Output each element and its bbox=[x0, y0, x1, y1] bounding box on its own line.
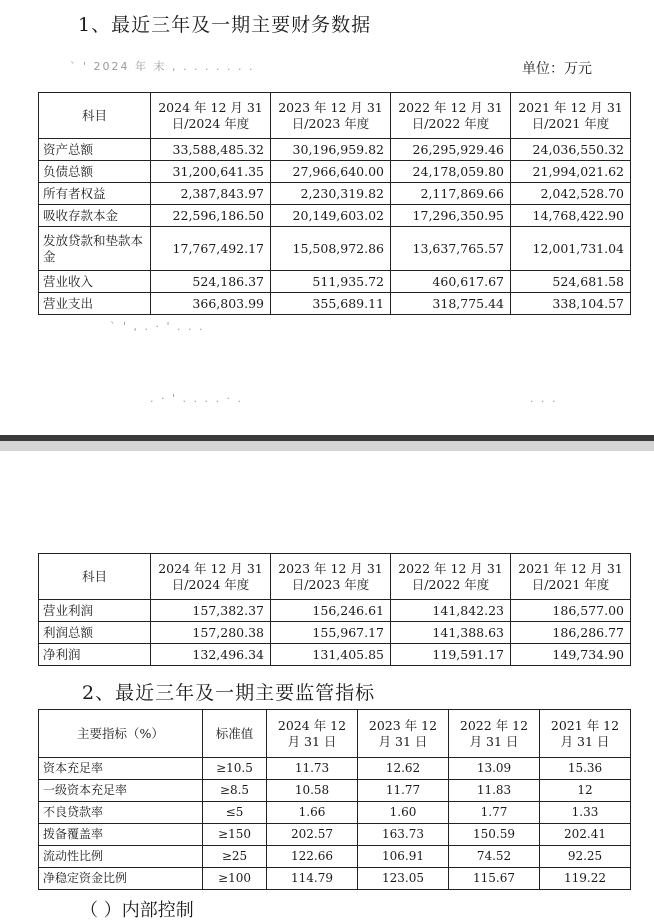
cell: 30,196,959.82 bbox=[271, 139, 391, 161]
faded-text: ` ' 2024 年 末 , . . . . . . . bbox=[70, 60, 255, 73]
table-row bbox=[39, 205, 631, 227]
table-row bbox=[39, 293, 631, 315]
cell: 27,966,640.00 bbox=[271, 161, 391, 183]
cell: 17,767,492.17 bbox=[151, 227, 271, 271]
row-label: 净稳定资金比例 bbox=[39, 868, 203, 890]
cell: 13,637,765.57 bbox=[391, 227, 511, 271]
standard-value: ≤5 bbox=[203, 802, 267, 824]
row-label: 吸收存款本金 bbox=[39, 205, 151, 227]
standard-value: ≥100 bbox=[203, 868, 267, 890]
cell: 33,588,485.32 bbox=[151, 139, 271, 161]
next-section-title-partial: （ ）内部控制 bbox=[80, 900, 194, 921]
table-row bbox=[39, 271, 631, 293]
cell: 106.91 bbox=[358, 846, 449, 868]
table-row bbox=[39, 758, 631, 780]
cell: 14,768,422.90 bbox=[511, 205, 631, 227]
section1-title: 1、最近三年及一期主要财务数据 bbox=[78, 14, 372, 36]
financial-data-table-continued bbox=[38, 553, 631, 666]
table-row bbox=[39, 227, 631, 271]
standard-value: ≥8.5 bbox=[203, 780, 267, 802]
table-row bbox=[39, 161, 631, 183]
table-row bbox=[39, 644, 631, 666]
table-header-row bbox=[39, 710, 631, 758]
cell: 1.66 bbox=[267, 802, 358, 824]
row-label: 资产总额 bbox=[39, 139, 151, 161]
standard-value: ≥10.5 bbox=[203, 758, 267, 780]
cell: 202.41 bbox=[540, 824, 631, 846]
cell: 156,246.61 bbox=[271, 600, 391, 622]
header-2024: 2024 年 12 月 31 日/2024 年度 bbox=[151, 554, 271, 600]
header-2022: 2022 年 12 月 31 日/2022 年度 bbox=[391, 93, 511, 139]
cell: 149,734.90 bbox=[511, 644, 631, 666]
cell: 338,104.57 bbox=[511, 293, 631, 315]
cell: 157,280.38 bbox=[151, 622, 271, 644]
cell: 2,117,869.66 bbox=[391, 183, 511, 205]
row-label: 不良贷款率 bbox=[39, 802, 203, 824]
cell: 11.77 bbox=[358, 780, 449, 802]
row-label: 营业支出 bbox=[39, 293, 151, 315]
cell: 318,775.44 bbox=[391, 293, 511, 315]
cell: 150.59 bbox=[449, 824, 540, 846]
row-label: 资本充足率 bbox=[39, 758, 203, 780]
faded-text: . · ' . . . . · . bbox=[150, 392, 243, 405]
cell: 123.05 bbox=[358, 868, 449, 890]
table-row bbox=[39, 183, 631, 205]
row-label: 一级资本充足率 bbox=[39, 780, 203, 802]
cell: 15,508,972.86 bbox=[271, 227, 391, 271]
row-label: 所有者权益 bbox=[39, 183, 151, 205]
cell: 24,178,059.80 bbox=[391, 161, 511, 183]
row-label: 流动性比例 bbox=[39, 846, 203, 868]
standard-value: ≥25 bbox=[203, 846, 267, 868]
cell: 186,577.00 bbox=[511, 600, 631, 622]
header-2022: 2022 年 12 月 31 日/2022 年度 bbox=[391, 554, 511, 600]
cell: 15.36 bbox=[540, 758, 631, 780]
cell: 12 bbox=[540, 780, 631, 802]
table-row bbox=[39, 600, 631, 622]
cell: 157,382.37 bbox=[151, 600, 271, 622]
cell: 132,496.34 bbox=[151, 644, 271, 666]
faded-text: ` ' , . · ' . . . bbox=[110, 320, 205, 333]
header-subject: 科目 bbox=[39, 554, 151, 600]
cell: 31,200,641.35 bbox=[151, 161, 271, 183]
header-2023: 2023 年 12 月 31 日 bbox=[358, 710, 449, 758]
cell: 460,617.67 bbox=[391, 271, 511, 293]
unit-label: 单位：万元 bbox=[522, 61, 592, 77]
cell: 119,591.17 bbox=[391, 644, 511, 666]
table-row bbox=[39, 139, 631, 161]
row-label: 负债总额 bbox=[39, 161, 151, 183]
page-break-shadow bbox=[0, 441, 654, 451]
header-2024: 2024 年 12 月 31 日 bbox=[267, 710, 358, 758]
cell: 10.58 bbox=[267, 780, 358, 802]
cell: 12.62 bbox=[358, 758, 449, 780]
cell: 74.52 bbox=[449, 846, 540, 868]
table-row bbox=[39, 802, 631, 824]
cell: 17,296,350.95 bbox=[391, 205, 511, 227]
header-indicator: 主要指标（%） bbox=[39, 710, 203, 758]
cell: 141,842.23 bbox=[391, 600, 511, 622]
cell: 122.66 bbox=[267, 846, 358, 868]
cell: 2,042,528.70 bbox=[511, 183, 631, 205]
table-row bbox=[39, 868, 631, 890]
row-label: 净利润 bbox=[39, 644, 151, 666]
cell: 355,689.11 bbox=[271, 293, 391, 315]
header-2021: 2021 年 12 月 31 日/2021 年度 bbox=[511, 93, 631, 139]
cell: 2,230,319.82 bbox=[271, 183, 391, 205]
cell: 26,295,929.46 bbox=[391, 139, 511, 161]
row-label: 营业收入 bbox=[39, 271, 151, 293]
cell: 1.77 bbox=[449, 802, 540, 824]
table-row bbox=[39, 824, 631, 846]
header-2024: 2024 年 12 月 31 日/2024 年度 bbox=[151, 93, 271, 139]
row-label: 发放贷款和垫款本金 bbox=[39, 227, 151, 271]
cell: 24,036,550.32 bbox=[511, 139, 631, 161]
cell: 131,405.85 bbox=[271, 644, 391, 666]
row-label: 利润总额 bbox=[39, 622, 151, 644]
cell: 11.73 bbox=[267, 758, 358, 780]
table-row bbox=[39, 780, 631, 802]
regulatory-indicators-table bbox=[38, 709, 631, 890]
cell: 163.73 bbox=[358, 824, 449, 846]
header-2021: 2021 年 12 月 31 日 bbox=[540, 710, 631, 758]
header-subject: 科目 bbox=[39, 93, 151, 139]
header-standard: 标准值 bbox=[203, 710, 267, 758]
cell: 141,388.63 bbox=[391, 622, 511, 644]
cell: 12,001,731.04 bbox=[511, 227, 631, 271]
financial-data-table bbox=[38, 92, 631, 315]
row-label: 拨备覆盖率 bbox=[39, 824, 203, 846]
cell: 155,967.17 bbox=[271, 622, 391, 644]
cell: 524,186.37 bbox=[151, 271, 271, 293]
cell: 119.22 bbox=[540, 868, 631, 890]
cell: 1.33 bbox=[540, 802, 631, 824]
cell: 1.60 bbox=[358, 802, 449, 824]
cell: 92.25 bbox=[540, 846, 631, 868]
cell: 20,149,603.02 bbox=[271, 205, 391, 227]
cell: 2,387,843.97 bbox=[151, 183, 271, 205]
cell: 524,681.58 bbox=[511, 271, 631, 293]
table-header-row bbox=[39, 93, 631, 139]
cell: 202.57 bbox=[267, 824, 358, 846]
cell: 115.67 bbox=[449, 868, 540, 890]
section2-title: 2、最近三年及一期主要监管指标 bbox=[82, 682, 376, 704]
header-2022: 2022 年 12 月 31 日 bbox=[449, 710, 540, 758]
cell: 186,286.77 bbox=[511, 622, 631, 644]
cell: 114.79 bbox=[267, 868, 358, 890]
cell: 11.83 bbox=[449, 780, 540, 802]
faded-text: . . . bbox=[530, 392, 558, 405]
header-2023: 2023 年 12 月 31 日/2023 年度 bbox=[271, 93, 391, 139]
row-label: 营业利润 bbox=[39, 600, 151, 622]
header-2021: 2021 年 12 月 31 日/2021 年度 bbox=[511, 554, 631, 600]
cell: 511,935.72 bbox=[271, 271, 391, 293]
table-header-row bbox=[39, 554, 631, 600]
header-2023: 2023 年 12 月 31 日/2023 年度 bbox=[271, 554, 391, 600]
standard-value: ≥150 bbox=[203, 824, 267, 846]
table-row bbox=[39, 846, 631, 868]
table-row bbox=[39, 622, 631, 644]
cell: 22,596,186.50 bbox=[151, 205, 271, 227]
cell: 21,994,021.62 bbox=[511, 161, 631, 183]
cell: 366,803.99 bbox=[151, 293, 271, 315]
cell: 13.09 bbox=[449, 758, 540, 780]
